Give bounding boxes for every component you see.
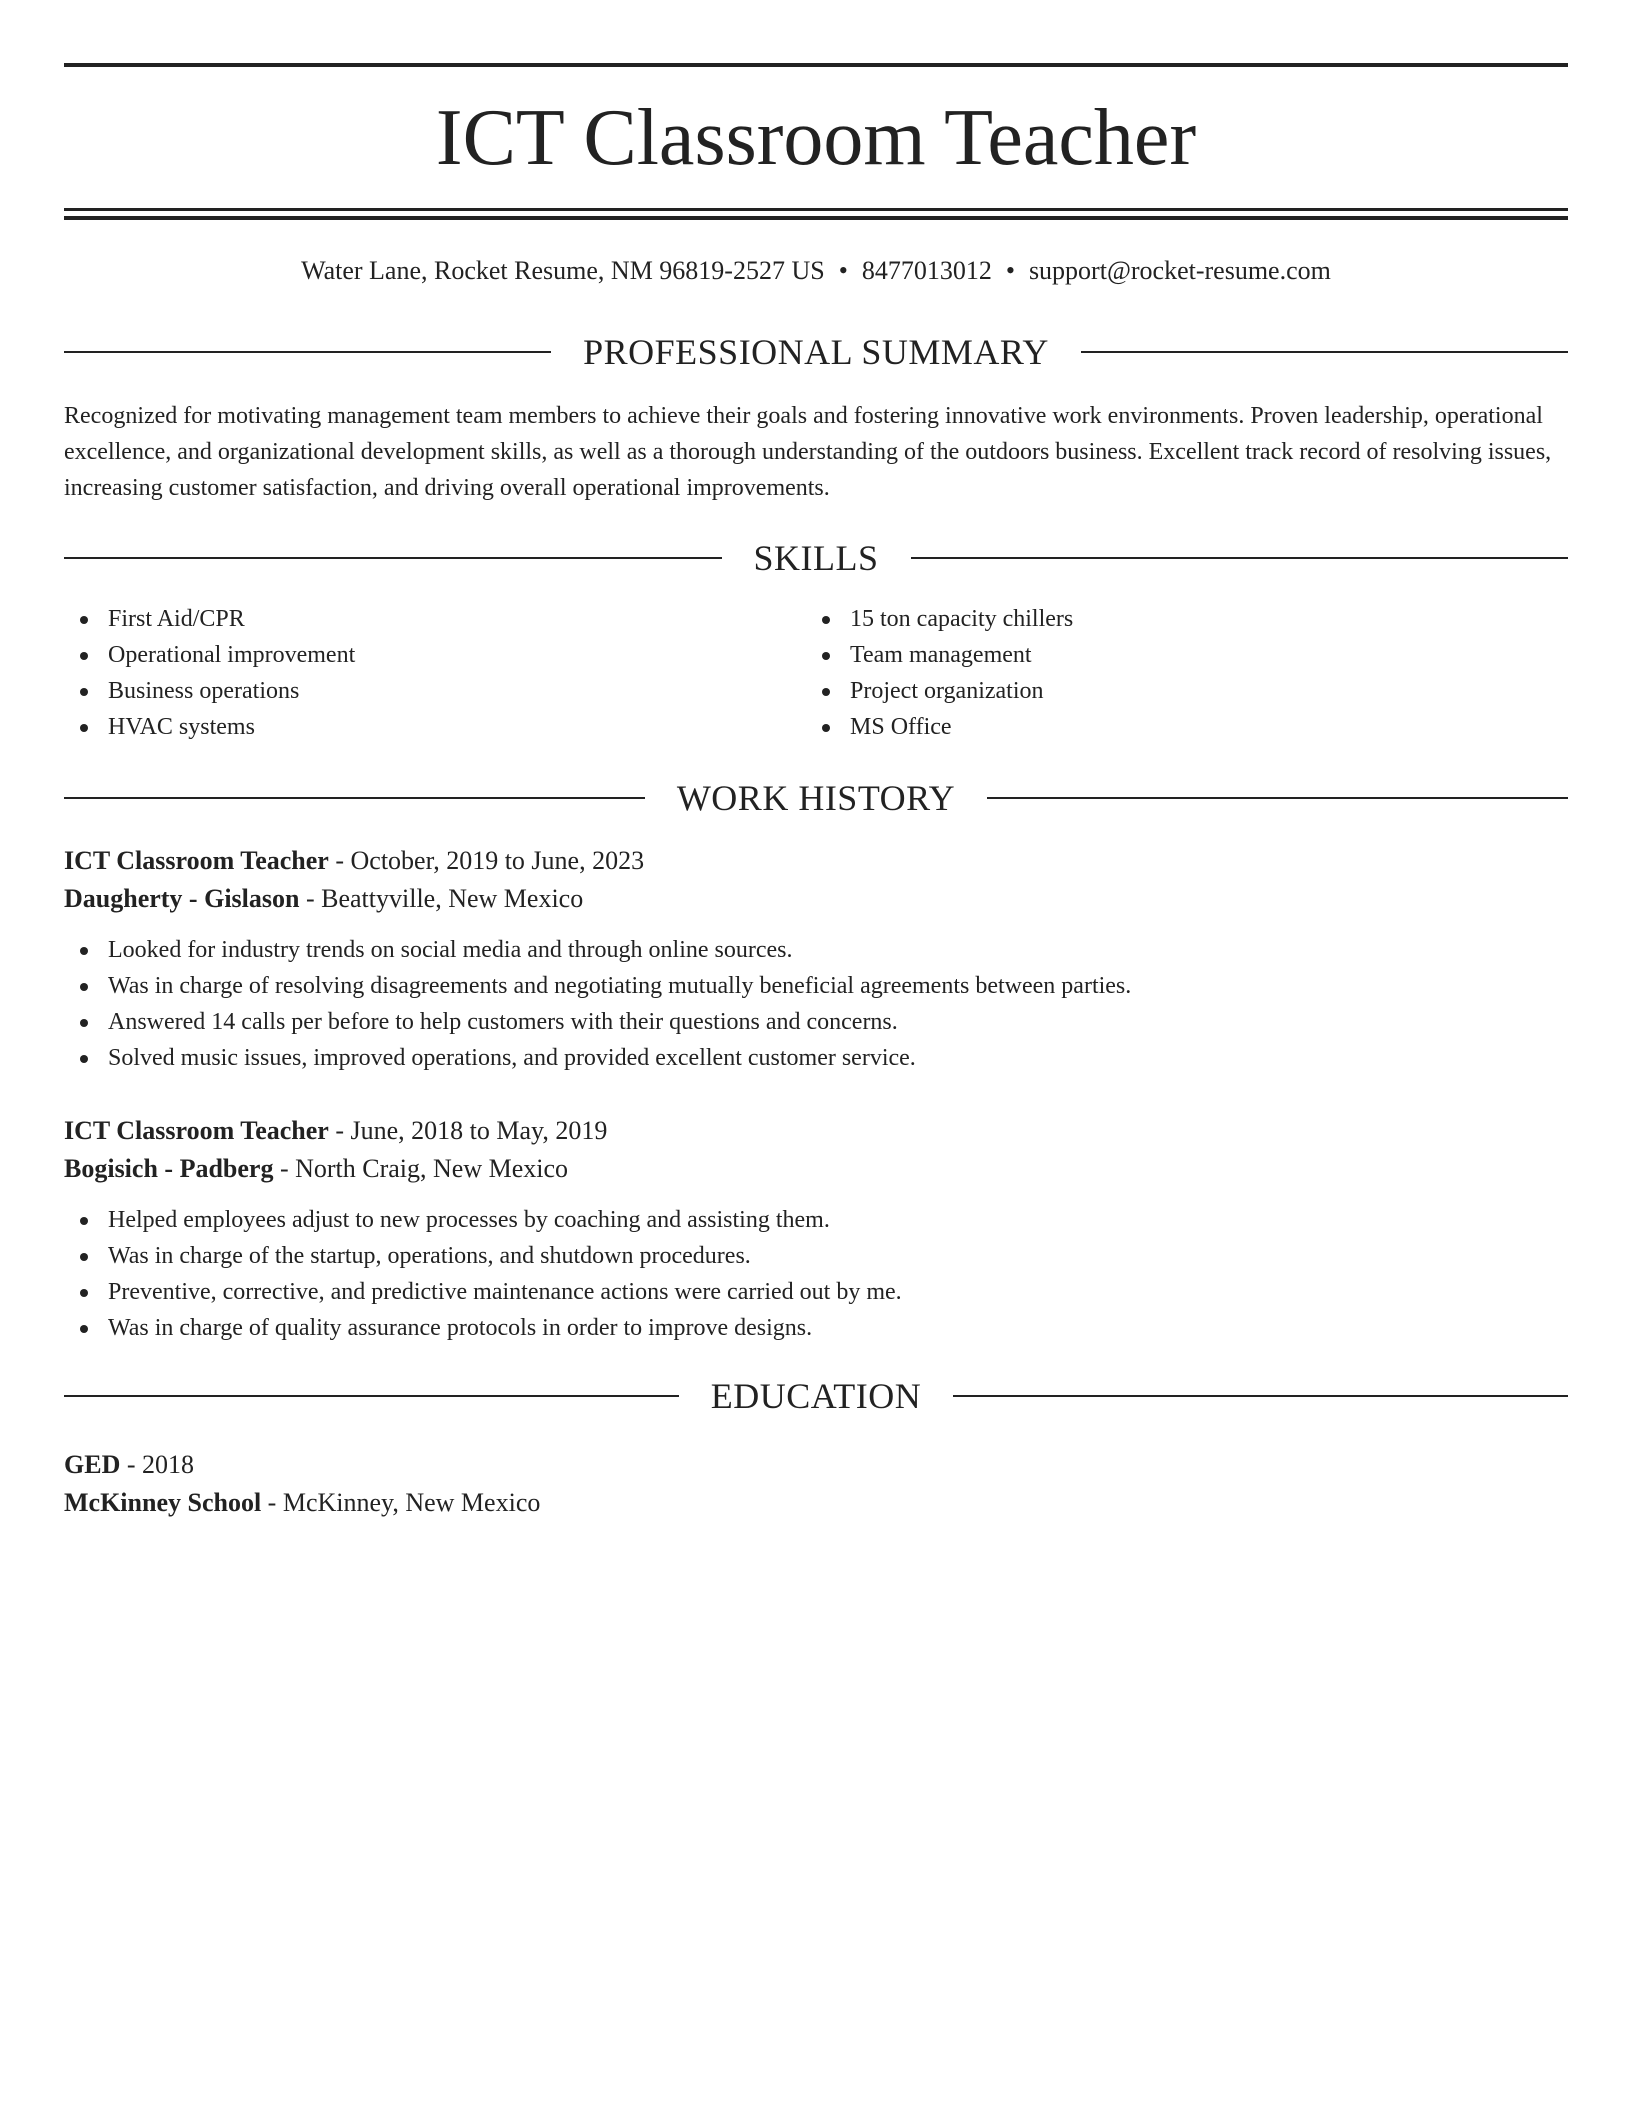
- heading-rule: [64, 797, 645, 799]
- section-title: PROFESSIONAL SUMMARY: [583, 332, 1049, 372]
- skill-item: Operational improvement: [64, 637, 764, 673]
- title-rule-upper: [64, 208, 1568, 211]
- job-location: - Beattyville, New Mexico: [299, 884, 584, 913]
- job-company: Bogisich - Padberg: [64, 1154, 274, 1183]
- section-heading-work-history: [64, 776, 1568, 820]
- job-title-line: [64, 842, 1568, 880]
- contact-email: support@rocket-resume.com: [1028, 256, 1331, 285]
- skill-item: Project organization: [806, 673, 1506, 709]
- heading-rule: [64, 1395, 679, 1397]
- education-entry: [64, 1446, 1568, 1522]
- job-duties: [64, 932, 1568, 1076]
- heading-rule: [64, 557, 722, 559]
- education-location: - McKinney, New Mexico: [261, 1488, 541, 1517]
- skill-item: First Aid/CPR: [64, 601, 764, 637]
- job-duty-item: Preventive, corrective, and predictive maintenance actions were carried out by me.: [64, 1274, 1568, 1310]
- contact-address: Water Lane, Rocket Resume, NM 96819-2527 US: [301, 256, 825, 285]
- heading-rule: [987, 797, 1568, 799]
- section-heading-skills: [64, 536, 1568, 580]
- skill-item: Business operations: [64, 673, 764, 709]
- top-rule: [64, 63, 1568, 67]
- heading-rule: [953, 1395, 1568, 1397]
- section-heading-education: [64, 1374, 1568, 1418]
- contact-separator: •: [838, 256, 848, 285]
- skill-item: MS Office: [806, 709, 1506, 745]
- skills-list-left: [64, 601, 764, 745]
- job-duty-item: Solved music issues, improved operations, and provided excellent customer service.: [64, 1040, 1568, 1076]
- skill-item: HVAC systems: [64, 709, 764, 745]
- heading-rule: [64, 351, 551, 353]
- title-rule-lower: [64, 216, 1568, 220]
- job-title: ICT Classroom Teacher: [64, 1116, 329, 1145]
- job-duty-item: Looked for industry trends on social media and through online sources.: [64, 932, 1568, 968]
- education-degree: GED: [64, 1450, 121, 1479]
- job-duty-item: Was in charge of resolving disagreements and negotiating mutually beneficial agreements between parties.: [64, 968, 1568, 1004]
- skill-item: 15 ton capacity chillers: [806, 601, 1506, 637]
- contact-line: [64, 254, 1568, 288]
- job-duty-item: Was in charge of the startup, operations, and shutdown procedures.: [64, 1238, 1568, 1274]
- skills-list-right: [806, 601, 1506, 745]
- job-title-line: [64, 1112, 1568, 1150]
- job-company-line: [64, 880, 1568, 918]
- contact-separator: •: [1005, 256, 1015, 285]
- section-title: WORK HISTORY: [676, 778, 956, 818]
- job-entry: [64, 1112, 1568, 1346]
- contact-phone: 8477013012: [861, 256, 992, 285]
- education-year: - 2018: [120, 1450, 195, 1479]
- skill-item: Team management: [806, 637, 1506, 673]
- job-duty-item: Helped employees adjust to new processes by coaching and assisting them.: [64, 1202, 1568, 1238]
- job-company: Daugherty - Gislason: [64, 884, 300, 913]
- job-title: ICT Classroom Teacher: [64, 846, 329, 875]
- summary-text: Recognized for motivating management team members to achieve their goals and fostering innovative work environments. Proven leadership, operational excellence, and organizational development skills, as well as a thorough understanding of the outdoors business. Excellent track record of resolving issues, increasing customer satisfaction, and driving overall operational improvements.: [64, 403, 1552, 501]
- job-dates: - June, 2018 to May, 2019: [328, 1116, 608, 1145]
- job-location: - North Craig, New Mexico: [273, 1154, 569, 1183]
- education-degree-line: [64, 1446, 1568, 1484]
- job-dates: - October, 2019 to June, 2023: [328, 846, 645, 875]
- heading-rule: [1081, 351, 1568, 353]
- heading-rule: [911, 557, 1569, 559]
- section-heading-summary: [64, 330, 1568, 374]
- job-company-line: [64, 1150, 1568, 1188]
- education-school: McKinney School: [64, 1488, 262, 1517]
- job-duty-item: Was in charge of quality assurance protocols in order to improve designs.: [64, 1310, 1568, 1346]
- job-duties: [64, 1202, 1568, 1346]
- section-title: SKILLS: [753, 538, 879, 578]
- job-entry: [64, 842, 1568, 1076]
- education-school-line: [64, 1484, 1568, 1522]
- job-duty-item: Answered 14 calls per before to help customers with their questions and concerns.: [64, 1004, 1568, 1040]
- section-title: EDUCATION: [710, 1376, 922, 1416]
- resume-title: ICT Classroom Teacher: [435, 94, 1197, 182]
